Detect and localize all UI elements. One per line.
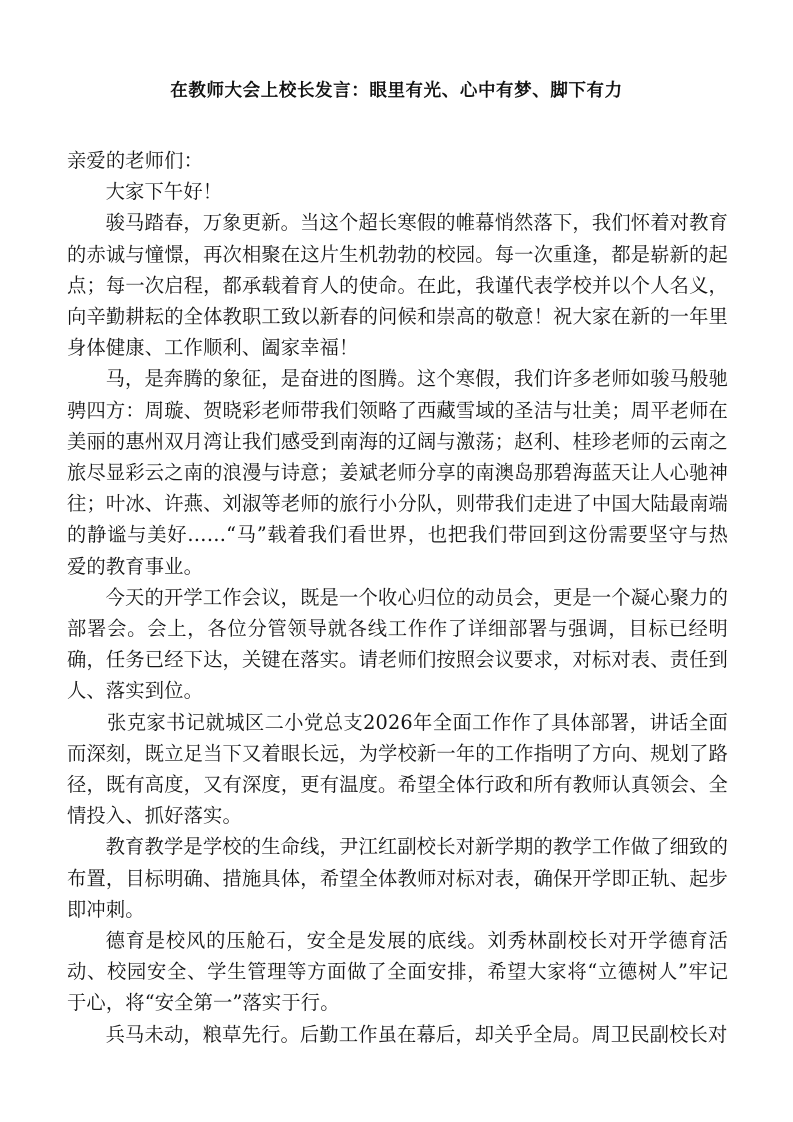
paragraph-salutation: 亲爱的老师们： — [67, 149, 204, 172]
page-title: 在教师大会上校长发言：眼里有光、心中有梦、脚下有力 — [170, 81, 623, 101]
paragraph-zhouweimin: 兵马未动，粮草先行。后勤工作虽在幕后，却关乎全局。周卫民副校长对 — [105, 1022, 728, 1046]
paragraph-opening-meeting: 今天的开学工作会议，既是一个收心归位的动员会，更是一个凝心聚力的部署会。会上，各位分管领导就各线工作作了详细部署与强调，目标已经明确，任务已经下达，关键在落实。请老师们按照会议要求，对标对表、责任到人、落实到位。 — [67, 585, 728, 703]
paragraph-spring-opening: 骏马踏春，万象更新。当这个超长寒假的帷幕悄然落下，我们怀着对教育的赤诚与憧憬，再次相聚在这片生机勃勃的校园。每一次重逢，都是崭新的起点；每一次启程，都承载着育人的使命。在此，我谨代表学校并以个人名义，向辛勤耕耘的全体教职工致以新春的问候和崇高的敬意！祝大家在新的一年里身体健康、工作顺利、阖家幸福！ — [67, 211, 728, 360]
paragraph-zhangkejia: 张克家书记就城区二小党总支2026年全面工作作了具体部署，讲话全面而深刻，既立足当下又着眼长远，为学校新一年的工作指明了方向、规划了路径，既有高度，又有深度，更有温度。希望全体行政和所有教师认真领会、全情投入、抓好落实。 — [67, 710, 728, 828]
paragraph-horse-travel: 马，是奔腾的象征，是奋进的图腾。这个寒假，我们许多老师如骏马般驰骋四方：周璇、贺晓彩老师带我们领略了西藏雪域的圣洁与壮美；周平老师在美丽的惠州双月湾让我们感受到南海的辽阔与激荡；赵利、桂珍老师的云南之旅尽显彩云之南的浪漫与诗意；姜斌老师分享的南澳岛那碧海蓝天让人心驰神往；叶冰、许燕、刘淑等老师的旅行小分队，则带我们走进了中国大陆最南端的静谧与美好……“马”载着我们看世界，也把我们带回到这份需要坚守与热爱的教育事业。 — [67, 367, 728, 578]
paragraph-yinjianghong: 教育教学是学校的生命线，尹江红副校长对新学期的教学工作做了细致的布置，目标明确、措施具体，希望全体教师对标对表，确保开学即正轨、起步即冲刺。 — [67, 835, 728, 921]
paragraph-greeting: 大家下午好！ — [105, 180, 223, 204]
document-body — [67, 145, 728, 1050]
paragraph-liuxiulin: 德育是校风的压舱石，安全是发展的底线。刘秀林副校长对开学德育活动、校园安全、学生管理等方面做了全面安排，希望大家将“立德树人”牢记于心，将“安全第一”落实于行。 — [67, 929, 728, 1015]
